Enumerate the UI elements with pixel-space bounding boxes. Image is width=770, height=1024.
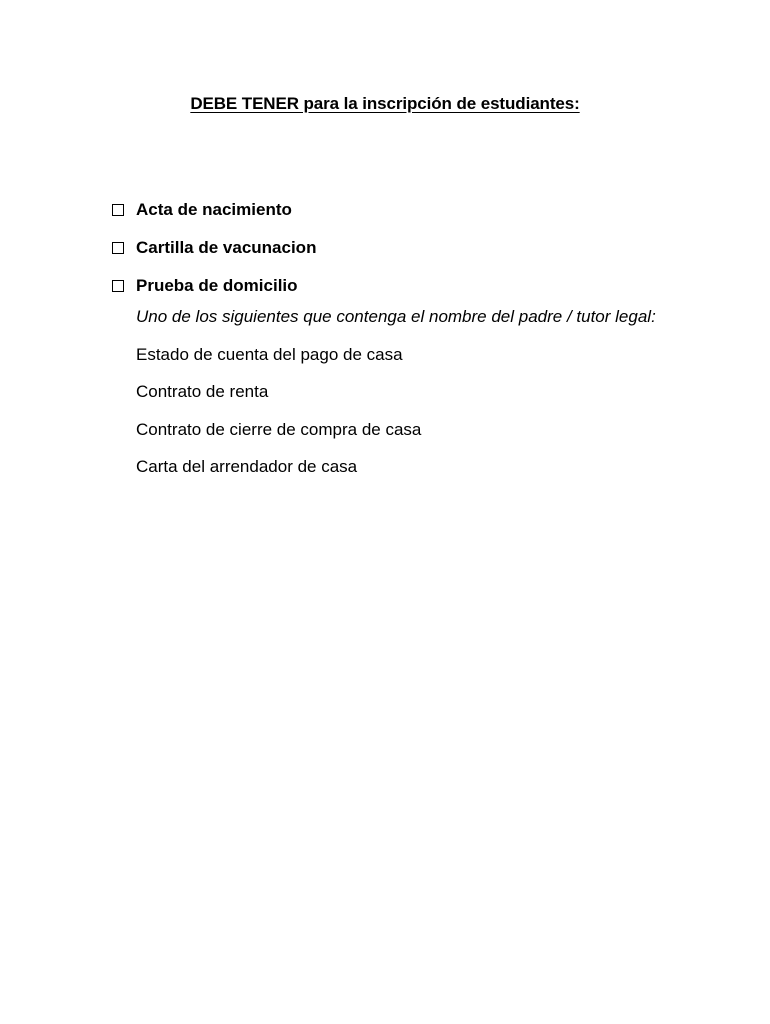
checkbox-icon[interactable] <box>112 280 124 292</box>
requirements-checklist <box>112 191 316 305</box>
proof-option-rental-contract: Contrato de renta <box>136 382 269 402</box>
checklist-item-label: Cartilla de vacunacion <box>136 238 317 257</box>
proof-option-mortgage-statement: Estado de cuenta del pago de casa <box>136 344 403 364</box>
checklist-item-proof-of-residence <box>112 267 316 305</box>
checklist-item-label: Acta de nacimiento <box>136 200 292 219</box>
checklist-item-vaccination-card <box>112 229 316 267</box>
document-title: DEBE TENER para la inscripción de estudiantes: <box>190 94 580 113</box>
proof-of-residence-options <box>136 305 656 493</box>
checkbox-icon[interactable] <box>112 242 124 254</box>
proof-option-closing-contract: Contrato de cierre de compra de casa <box>136 419 422 439</box>
checkbox-icon[interactable] <box>112 204 124 216</box>
checklist-item-label: Prueba de domicilio <box>136 276 298 295</box>
proof-of-residence-intro: Uno de los siguientes que contenga el nombre del padre / tutor legal: <box>136 307 656 326</box>
checklist-item-birth-certificate <box>112 191 316 229</box>
proof-option-landlord-letter: Carta del arrendador de casa <box>136 457 358 477</box>
